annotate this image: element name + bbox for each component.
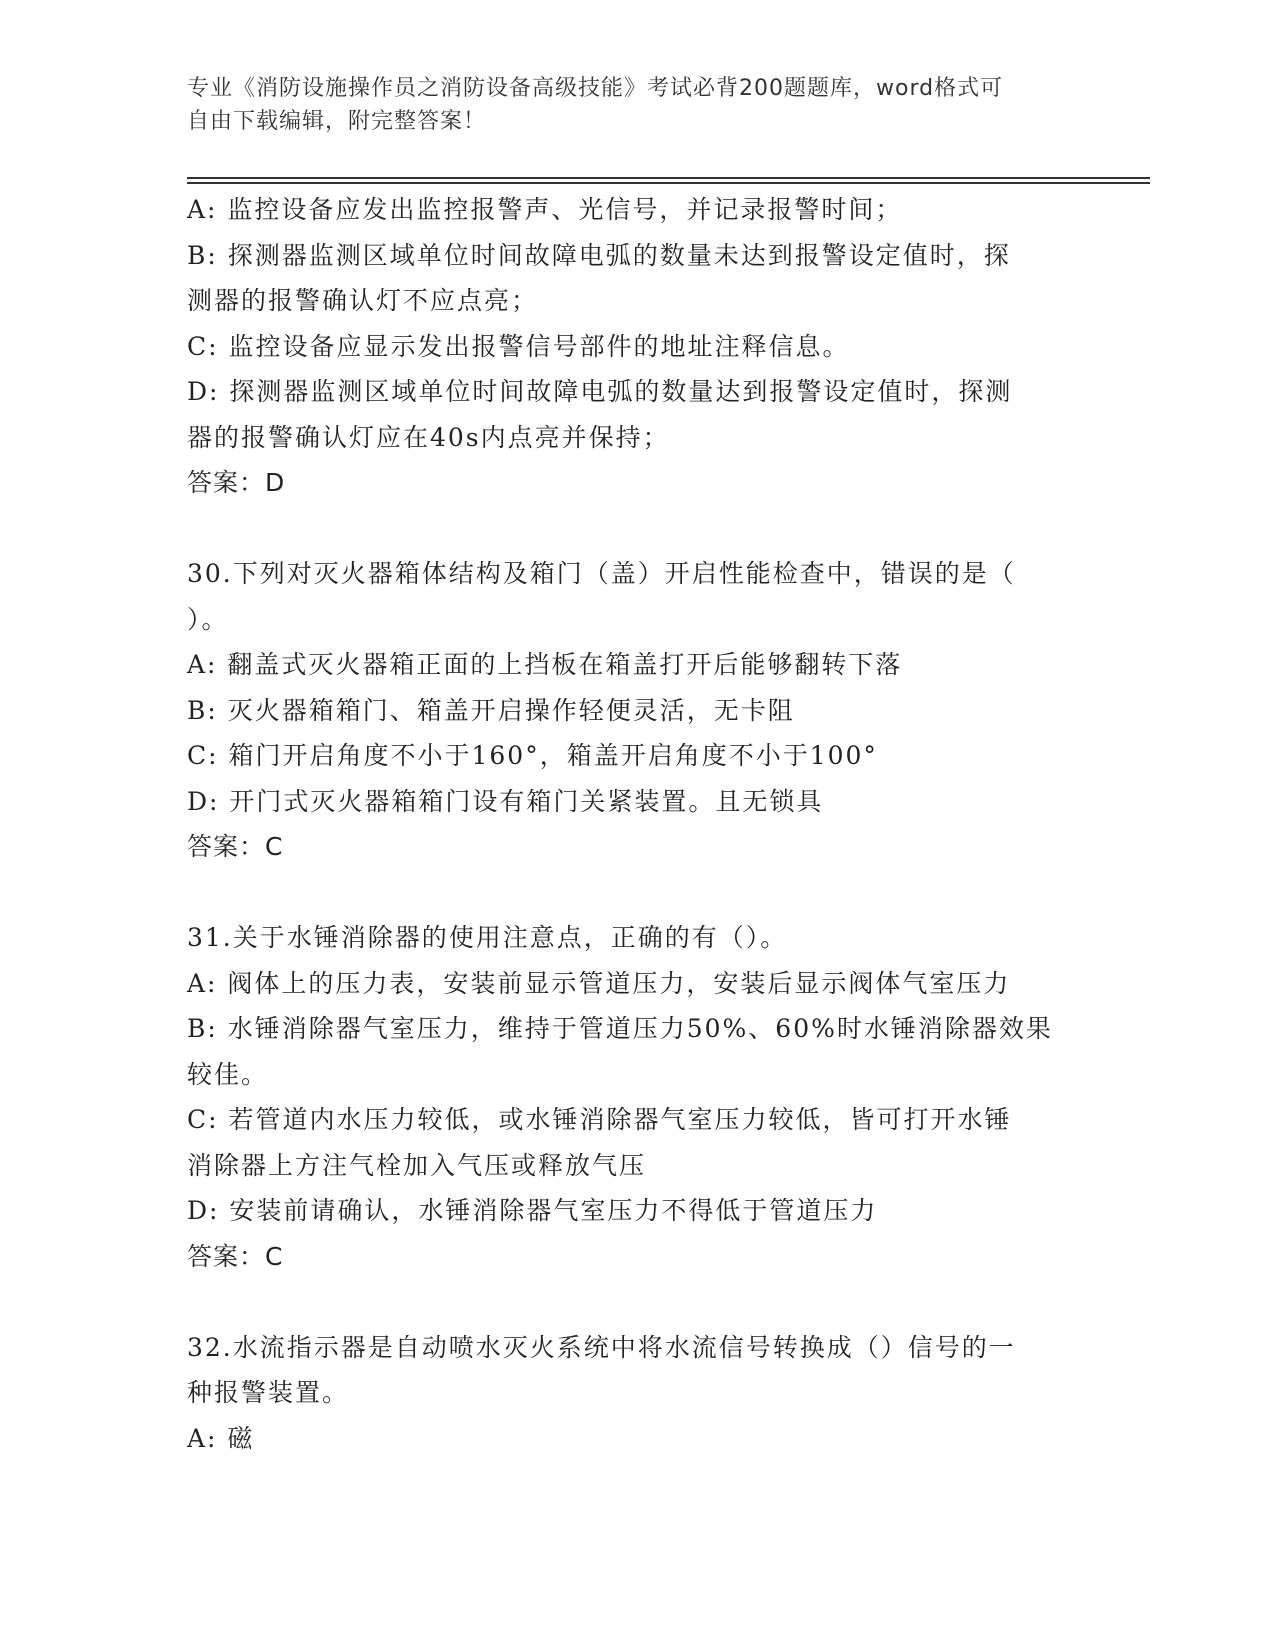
- question-32: [187, 1325, 1087, 1462]
- spacer: [187, 870, 1087, 916]
- option-b: B: 灭火器箱箱门、箱盖开启操作轻便灵活，无卡阻: [187, 695, 795, 725]
- header-divider-bottom: [187, 182, 1150, 184]
- option-b-line-2: 较佳。: [187, 1059, 269, 1089]
- option-a: A: 磁: [187, 1423, 255, 1453]
- question-30: [187, 551, 1087, 870]
- question-29-tail: [187, 187, 1087, 506]
- option-d-line-2: 器的报警确认灯应在40s内点亮并保持；: [187, 422, 670, 452]
- option-b-line-1: B: 探测器监测区域单位时间故障电弧的数量未达到报警设定值时，探: [187, 240, 1011, 270]
- option-d: D: 开门式灭火器箱箱门设有箱门关紧装置。且无锁具: [187, 786, 824, 816]
- header-line-2: 自由下载编辑，附完整答案！: [187, 109, 487, 134]
- option-c-line-1: C: 若管道内水压力较低，或水锤消除器气室压力较低，皆可打开水锤: [187, 1105, 1012, 1134]
- document-header: [187, 72, 1067, 138]
- question-stem-line-2: 种报警装置。: [187, 1378, 350, 1407]
- question-stem-line-2: ）。: [187, 604, 229, 634]
- option-d: D: 安装前请确认，水锤消除器气室压力不得低于管道压力: [187, 1196, 878, 1225]
- answer: 答案：C: [187, 832, 284, 861]
- option-b-line-2: 测器的报警确认灯不应点亮；: [187, 286, 539, 315]
- answer: 答案：D: [187, 468, 286, 497]
- header-line-1: 专业《消防设施操作员之消防设备高级技能》考试必背200题题库，word格式可: [187, 76, 1004, 101]
- spacer: [187, 506, 1087, 552]
- answer: 答案：C: [187, 1241, 284, 1271]
- option-c: C: 监控设备应显示发出报警信号部件的地址注释信息。: [187, 331, 850, 361]
- spacer: [187, 1279, 1087, 1325]
- question-stem-line-1: 32.水流指示器是自动喷水灭火系统中将水流信号转换成（）信号的一: [187, 1332, 1016, 1362]
- option-b-line-1: B: 水锤消除器气室压力，维持于管道压力50%、60%时水锤消除器效果: [187, 1014, 1053, 1043]
- option-d-line-1: D: 探测器监测区域单位时间故障电弧的数量达到报警设定值时，探测: [187, 377, 1013, 406]
- question-stem: 31.关于水锤消除器的使用注意点，正确的有（）。: [187, 923, 788, 952]
- header-divider-top: [187, 177, 1150, 179]
- question-stem-line-1: 30.下列对灭火器箱体结构及箱门（盖）开启性能检查中，错误的是（: [187, 559, 1016, 588]
- option-a: A: 翻盖式灭火器箱正面的上挡板在箱盖打开后能够翻转下落: [187, 650, 903, 679]
- question-list: [187, 187, 1087, 1461]
- option-a: A: 阀体上的压力表，安装前显示管道压力，安装后显示阀体气室压力: [187, 968, 1011, 998]
- option-c-line-2: 消除器上方注气栓加入气压或释放气压: [187, 1150, 647, 1180]
- question-31: [187, 915, 1087, 1279]
- option-a: A: 监控设备应发出监控报警声、光信号，并记录报警时间；: [187, 195, 903, 224]
- option-c: C: 箱门开启角度不小于160°，箱盖开启角度不小于100°: [187, 741, 878, 770]
